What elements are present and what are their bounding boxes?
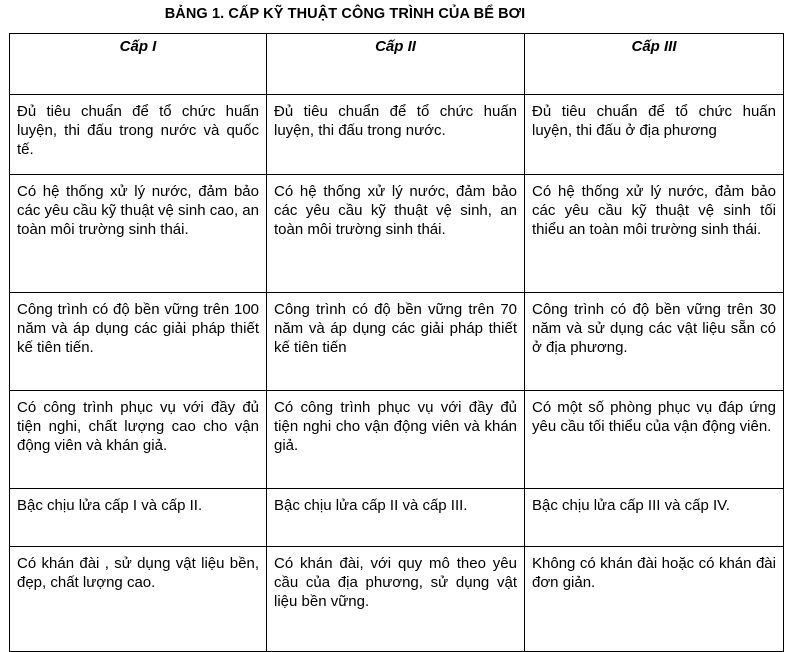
table-cell: Có hệ thống xử lý nước, đảm bảo các yêu cầu kỹ thuật vệ sinh cao, an toàn môi trường sinh thái. [10,175,267,293]
header-cap-2: Cấp II [267,34,525,95]
header-row [10,34,784,95]
header-cap-1: Cấp I [10,34,267,95]
table-cell: Có công trình phục vụ với đầy đủ tiện nghi, chất lượng cao cho vận động viên và khán giả. [10,391,267,489]
table-row [10,547,784,652]
table-cell: Có khán đài, với quy mô theo yêu cầu của địa phương, sử dụng vật liệu bền vững. [267,547,525,652]
table-cell: Bậc chịu lửa cấp III và cấp IV. [525,489,784,547]
table-cell: Không có khán đài hoặc có khán đài đơn giản. [525,547,784,652]
table-cell: Đủ tiêu chuẩn để tổ chức huấn luyện, thi đấu trong nước. [267,95,525,175]
header-cap-3: Cấp III [525,34,784,95]
table-cell: Bậc chịu lửa cấp II và cấp III. [267,489,525,547]
table-cell: Công trình có độ bền vững trên 100 năm và áp dụng các giải pháp thiết kế tiên tiến. [10,293,267,391]
table-cell: Có hệ thống xử lý nước, đảm bảo các yêu cầu kỹ thuật vệ sinh tối thiểu an toàn môi trường sinh thái. [525,175,784,293]
table-cell: Đủ tiêu chuẩn để tổ chức huấn luyện, thi đấu ở địa phương [525,95,784,175]
table-row [10,95,784,175]
table-cell: Có khán đài , sử dụng vật liệu bền, đẹp, chất lượng cao. [10,547,267,652]
pool-technical-grade-table [9,33,784,652]
table-row [10,391,784,489]
table-cell: Bậc chịu lửa cấp I và cấp II. [10,489,267,547]
table-row [10,293,784,391]
table-title: BẢNG 1. CẤP KỸ THUẬT CÔNG TRÌNH CỦA BỂ BƠI [164,6,526,22]
table-row [10,489,784,547]
table-cell: Công trình có độ bền vững trên 30 năm và sử dụng các vật liệu sẵn có ở địa phương. [525,293,784,391]
table-row [10,175,784,293]
table-cell: Có hệ thống xử lý nước, đảm bảo các yêu cầu kỹ thuật vệ sinh, an toàn môi trường sinh thái. [267,175,525,293]
table-cell: Có một số phòng phục vụ đáp ứng yêu cầu tối thiểu của vận động viên. [525,391,784,489]
table-cell: Công trình có độ bền vững trên 70 năm và áp dụng các giải pháp thiết kế tiên tiến [267,293,525,391]
table-cell: Đủ tiêu chuẩn để tổ chức huấn luyện, thi đấu trong nước và quốc tế. [10,95,267,175]
table-cell: Có công trình phục vụ với đầy đủ tiện nghi cho vận động viên và khán giả. [267,391,525,489]
